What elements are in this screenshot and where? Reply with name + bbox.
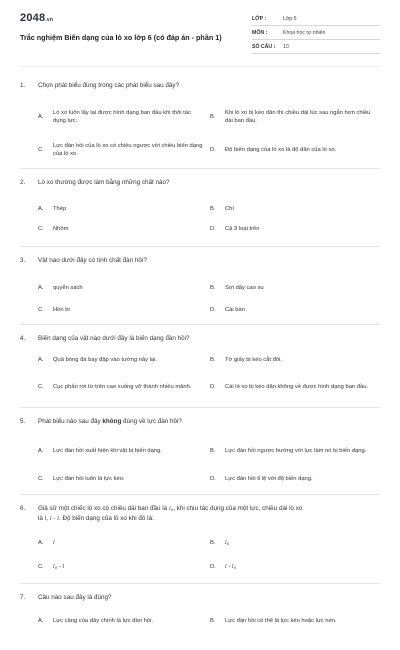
option-letter: A.: [38, 206, 44, 212]
option-text: [53, 563, 210, 572]
option-letter: B.: [210, 540, 216, 546]
meta-value: Khoa học tự nhiên: [283, 29, 326, 36]
question-text-part: Giả sử một chiếc lò xo có chiều dài ban đầu là: [38, 505, 169, 512]
option-a[interactable]: [38, 100, 210, 133]
option-c[interactable]: [38, 299, 210, 321]
option-c[interactable]: [38, 133, 210, 166]
option-letter: C.: [38, 307, 44, 313]
question-number: 3.: [20, 257, 26, 264]
math-variable: l: [53, 563, 55, 570]
meta-row-subject: [252, 26, 380, 40]
meta-key: LỚP :: [252, 15, 267, 22]
option-a[interactable]: [38, 277, 210, 299]
math-operator: -: [226, 563, 232, 570]
math-subscript: 0: [233, 564, 237, 570]
math-subscript: 0: [226, 540, 230, 546]
option-a[interactable]: [38, 612, 210, 630]
option-letter: B.: [210, 206, 216, 212]
option-letter: A.: [38, 357, 44, 363]
question-text: Vật nào dưới đây có tính chất đàn hồi?: [38, 257, 147, 264]
math-subscript: 0: [54, 564, 58, 570]
logo-number: 2048: [20, 12, 46, 24]
quiz-meta: [252, 12, 380, 54]
question-number: 5.: [20, 418, 26, 425]
question-7: [20, 590, 380, 650]
option-text: [225, 539, 382, 548]
math-operator: -: [57, 563, 63, 570]
option-text: Cả 3 loại trên: [225, 226, 260, 232]
question-text-emphasis: không: [102, 418, 122, 425]
math-variable: l: [57, 516, 59, 522]
option-a[interactable]: [38, 199, 210, 219]
option-text: Quả bóng đá bay đập vào tường nảy lại.: [53, 357, 158, 363]
question-text-part: , khi chịu tác dụng của một lực, chiều dài lò xo: [173, 505, 303, 512]
math-variable: l: [53, 540, 55, 546]
option-letter: A.: [38, 540, 44, 546]
meta-value: 10: [283, 43, 289, 50]
math-variable: l: [225, 563, 227, 570]
question-number: 6.: [20, 505, 26, 512]
option-text: Cái lò xo bị kéo dãn không về được hình dạng ban đầu.: [225, 384, 369, 390]
option-letter: C.: [38, 146, 44, 153]
option-text: Tờ giấy bị kéo cắt đôi.: [225, 357, 282, 363]
question-text: [38, 504, 380, 531]
option-text: Cục phấn rơi từ trên cao xuống vỡ thành nhiều mảnh.: [53, 384, 192, 390]
question-list: [0, 78, 400, 650]
option-letter: B.: [210, 285, 216, 291]
question-text: [38, 417, 380, 434]
option-text: Lực đàn hồi có thể là lực kéo hoặc lực nén.: [225, 618, 337, 624]
option-text: Sợi dây cao su: [225, 285, 264, 291]
question-2: [20, 175, 380, 247]
question-number: 4.: [20, 335, 26, 342]
option-text: [53, 539, 210, 547]
option-letter: A.: [38, 618, 44, 624]
option-c[interactable]: [38, 219, 210, 239]
meta-row-count: [252, 40, 380, 54]
option-text: Lực đàn hồi luôn là lực kéo.: [53, 476, 125, 482]
option-b[interactable]: [210, 199, 382, 219]
question-text: Biến dạng của vật nào dưới đây là biến dạng đàn hồi?: [38, 335, 190, 342]
meta-key: MÔN :: [252, 29, 268, 36]
meta-row-grade: [252, 12, 380, 26]
question-text-part: đúng về lực đàn hồi?: [121, 418, 182, 425]
option-text: [225, 563, 382, 572]
option-letter: D.: [210, 146, 216, 153]
question-3: [20, 253, 380, 325]
option-c[interactable]: [38, 468, 210, 490]
option-letter: B.: [210, 357, 216, 363]
option-text: Nhôm: [53, 226, 69, 232]
option-letter: C.: [38, 476, 44, 482]
math-variable: l: [225, 539, 227, 546]
math-variable: l: [49, 516, 52, 522]
option-d[interactable]: [210, 219, 382, 239]
option-text: Chì: [225, 206, 235, 212]
option-text: Cái bàn: [225, 307, 245, 313]
option-d[interactable]: [210, 133, 382, 166]
question-number: 7.: [20, 594, 26, 601]
question-text-part: -: [51, 515, 58, 522]
question-text: Chọn phát biểu đúng trong các phát biểu sau đây?: [38, 82, 180, 89]
option-letter: A.: [38, 448, 44, 454]
option-letter: B.: [210, 448, 216, 454]
math-subscript: 0: [170, 507, 174, 512]
option-letter: D.: [210, 564, 216, 570]
option-letter: D.: [210, 226, 216, 232]
question-number: 1.: [20, 82, 26, 89]
option-b[interactable]: [210, 612, 382, 630]
option-letter: C.: [38, 226, 44, 232]
option-letter: A.: [38, 113, 44, 120]
option-b[interactable]: [210, 277, 382, 299]
option-a[interactable]: [38, 351, 210, 369]
option-text: Độ biến dạng của lò xo là độ dãn của lò xo.: [225, 146, 337, 153]
option-text: Lực đàn hồi ngược hướng với lực làm nó bị biến dạng.: [225, 448, 367, 454]
option-letter: A.: [38, 285, 44, 291]
option-letter: C.: [38, 564, 44, 570]
question-text: Lò xo thường được làm bằng những chất nào?: [38, 179, 170, 186]
option-letter: D.: [210, 476, 216, 482]
math-variable: l: [231, 563, 234, 570]
option-a[interactable]: [38, 434, 210, 468]
question-text-part: ,: [46, 515, 50, 522]
option-c[interactable]: [38, 369, 210, 405]
option-b[interactable]: [210, 100, 382, 133]
option-d[interactable]: [210, 369, 382, 405]
math-variable: l: [62, 563, 65, 570]
option-letter: D.: [210, 384, 216, 390]
option-letter: C.: [38, 384, 44, 390]
question-6: [20, 501, 380, 584]
page-header: [0, 0, 400, 64]
option-text: Lực đàn hồi tỉ lệ với độ biến dạng.: [225, 476, 313, 482]
option-d[interactable]: [210, 468, 382, 490]
math-variable: l: [44, 516, 47, 522]
option-c[interactable]: [38, 555, 210, 579]
logo-domain: .vn: [45, 17, 54, 23]
question-1: [20, 78, 380, 169]
option-b[interactable]: [210, 434, 382, 468]
option-text: Khi lò xo bị kéo dãn thì chiều dài lúc sau ngắn hơn chiều dài ban đầu.: [225, 109, 371, 124]
option-letter: D.: [210, 307, 216, 313]
option-text: Lực đàn hồi xuất hiện khi vật bị biến dạng.: [53, 448, 162, 454]
option-b[interactable]: [210, 531, 382, 555]
option-d[interactable]: [210, 299, 382, 321]
question-number: 2.: [20, 179, 26, 186]
site-logo[interactable]: [20, 12, 53, 24]
meta-value: Lớp 6: [283, 15, 297, 22]
page-title: Trắc nghiệm Biến dạng của lò xo lớp 6 (có đáp án - phần 1): [20, 33, 222, 42]
option-text: Hòn bi: [53, 307, 70, 313]
option-text: quyển sách: [53, 285, 83, 291]
option-text: Lực đàn hồi của lò xo có chiều ngược với chiều biến dạng của lò xo.: [53, 142, 203, 157]
question-text-part: là: [38, 515, 45, 522]
option-text: Lò xo luôn lấy lại được hình dạng ban đầu khi thôi tác dụng lực.: [53, 109, 191, 124]
option-text: Lực căng của dây chính là lực đàn hồi.: [53, 618, 153, 624]
option-letter: B.: [210, 618, 216, 624]
option-letter: B.: [210, 113, 216, 120]
meta-key: SỐ CÂU :: [252, 43, 276, 50]
question-text: Câu nào sau đây là đúng?: [38, 594, 112, 601]
math-variable: l: [168, 506, 171, 512]
question-4: [20, 331, 380, 408]
option-b[interactable]: [210, 351, 382, 369]
header-divider: [20, 66, 380, 67]
option-text: Thép: [53, 206, 67, 212]
question-text-part: . Độ biến dạng của lò xo khi đó là:: [58, 515, 154, 522]
question-5: [20, 414, 380, 495]
option-a[interactable]: [38, 531, 210, 555]
question-text-part: Phát biểu nào sau đây: [38, 418, 103, 425]
option-d[interactable]: [210, 555, 382, 579]
